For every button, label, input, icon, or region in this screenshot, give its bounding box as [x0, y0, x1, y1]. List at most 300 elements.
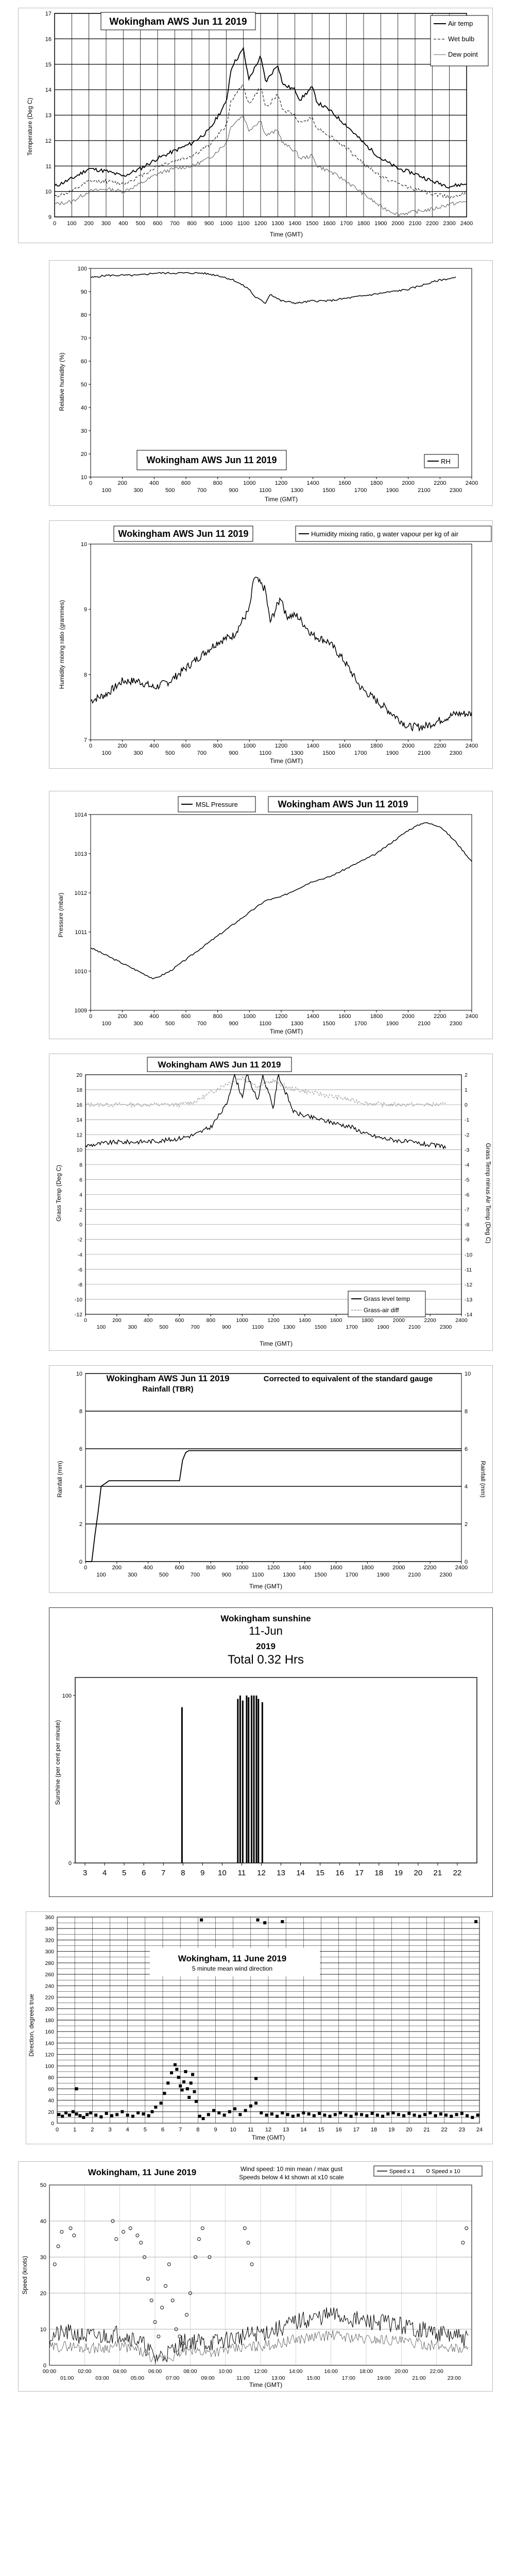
wind-direction-point	[147, 2114, 150, 2117]
series-line	[85, 1451, 461, 1562]
x-tick-label: 3	[108, 2127, 112, 2133]
x-tick-label: 900	[204, 221, 214, 227]
x-tick-label: 14:00	[289, 2368, 303, 2375]
x-tick-label: 700	[170, 221, 180, 227]
wind-direction-point	[195, 2100, 198, 2103]
x-tick-label: 1700	[354, 750, 367, 756]
x-tick-label: 00:00	[42, 2368, 57, 2375]
wind-direction-point	[381, 2115, 384, 2118]
y-tick-label: -6	[77, 1266, 82, 1273]
wind-direction-point	[174, 2063, 177, 2066]
x-tick-label: 11	[248, 2127, 254, 2133]
x-tick-label: 4	[126, 2127, 129, 2133]
y-tick-label: 260	[45, 1972, 54, 1978]
x-tick-label: 15:00	[306, 2375, 320, 2381]
wind-direction-point	[423, 2113, 426, 2116]
x-tick-label: 03:00	[95, 2375, 109, 2381]
wind-direction-point	[355, 2112, 358, 2115]
wind-direction-point	[198, 2115, 201, 2118]
y-tick-label-right: -14	[465, 1312, 473, 1318]
sunshine-bar	[251, 1696, 252, 1863]
sunshine-bar	[246, 1696, 247, 1863]
x-tick-label: 1000	[243, 743, 256, 749]
x-tick-label: 14	[300, 2127, 307, 2133]
wind-direction-point	[186, 2087, 189, 2090]
x-tick-label: 22:00	[430, 2368, 443, 2375]
wind-direction-point	[212, 2109, 215, 2112]
y-tick-label: 40	[48, 2097, 54, 2104]
wind-direction-point	[302, 2111, 305, 2114]
x-tick-label: 2000	[392, 1317, 405, 1324]
wind-direction-point	[142, 2112, 145, 2115]
x-tick-label: 1300	[271, 221, 284, 227]
wind-direction-point	[72, 2110, 75, 2113]
x-tick-label: 13:00	[271, 2375, 285, 2381]
x-tick-label: 1200	[274, 743, 288, 749]
x-tick-label: 5	[143, 2127, 147, 2133]
x-tick-label: 1900	[376, 1572, 390, 1578]
x-tick-label: 900	[229, 750, 238, 756]
wind-direction-point	[78, 2114, 81, 2117]
y-tick-label: 12	[76, 1132, 82, 1139]
rainfall-chart-panel	[49, 1365, 493, 1593]
humidity-chart-panel	[49, 260, 493, 506]
x-tick-label: 1600	[330, 1565, 342, 1571]
wind-direction-point	[471, 2116, 474, 2119]
x-tick-label: 5	[122, 1869, 127, 1877]
chart-title: Wokingham AWS Jun 11 2019	[158, 1060, 281, 1070]
x-tick-label: 2400	[465, 743, 478, 749]
sunshine-bar	[258, 1699, 259, 1863]
x-tick-label: 1900	[377, 1324, 389, 1330]
y-tick-label: 13	[45, 112, 52, 119]
y-tick-label-right: -8	[465, 1222, 470, 1228]
x-tick-label: 1800	[370, 743, 383, 749]
x-tick-label: 04:00	[113, 2368, 127, 2375]
legend-label: Grass level temp	[364, 1295, 410, 1302]
wind-direction-chart-panel	[26, 1911, 493, 2144]
wind-direction-point	[85, 2113, 89, 2116]
wind-direction-point	[244, 2109, 247, 2112]
y-tick-label: 10	[40, 2327, 46, 2333]
x-tick-label: 600	[175, 1317, 184, 1324]
y-axis-label: Relative humidity (%)	[58, 352, 65, 411]
x-tick-label: 200	[117, 743, 127, 749]
wind-direction-point	[256, 1919, 260, 1922]
x-tick-label: 800	[187, 221, 197, 227]
x-tick-label: 24	[476, 2127, 483, 2133]
wind-direction-point	[455, 2113, 458, 2116]
y-tick-label: -4	[77, 1251, 82, 1258]
chart-title: Wokingham AWS Jun 11 2019	[106, 1374, 230, 1383]
x-tick-label: 500	[135, 221, 145, 227]
wind-speed-chart-panel	[18, 2161, 493, 2392]
wind-direction-point	[428, 2111, 432, 2114]
x-tick-label: 2200	[434, 743, 447, 749]
y-tick-label: 8	[79, 1162, 82, 1168]
y-axis-label: Humidity mixing ratio (grammes)	[58, 600, 65, 689]
wind-direction-point	[281, 1920, 284, 1923]
x-tick-label: 100	[101, 487, 112, 494]
speed-x10-point	[164, 2284, 167, 2287]
speed-x10-point	[185, 2313, 188, 2316]
y-tick-label: 15	[45, 61, 52, 68]
y-tick-label: 1013	[74, 851, 87, 857]
x-tick-label: 2200	[426, 221, 439, 227]
wind-direction-point	[64, 2111, 67, 2114]
y-axis-label: Speed (knots)	[21, 2256, 28, 2295]
x-tick-label: 1600	[330, 1317, 342, 1324]
wind-direction-point	[61, 2115, 64, 2118]
wind-direction-point	[89, 2111, 92, 2114]
wind-direction-point	[254, 2102, 258, 2105]
x-tick-label: 1900	[386, 487, 399, 494]
x-tick-label: 300	[133, 1021, 143, 1027]
y-tick-label: 100	[62, 1693, 72, 1699]
x-tick-label: 0	[89, 480, 93, 486]
wind-direction-point	[193, 2090, 196, 2093]
x-tick-label: 18:00	[359, 2368, 373, 2375]
x-tick-label: 700	[197, 487, 207, 494]
wind-direction-point	[350, 2115, 353, 2118]
wind-direction-point	[233, 2107, 236, 2110]
sunshine-bar	[248, 1697, 249, 1863]
y-axis-label: Grass Temp (Deg C)	[55, 1165, 62, 1222]
x-tick-label: 600	[181, 1013, 191, 1020]
wind-direction-point	[136, 2111, 140, 2114]
wind-direction-point	[360, 2113, 363, 2116]
wind-direction-point	[265, 2113, 268, 2116]
x-tick-label: 02:00	[78, 2368, 92, 2375]
y-tick-label: -8	[77, 1281, 82, 1288]
y-tick-label: 10	[80, 474, 87, 481]
y-tick-label: 6	[79, 1446, 82, 1452]
x-tick-label: 2100	[418, 487, 431, 494]
x-tick-label: 19	[388, 2127, 395, 2133]
x-tick-label: 13	[277, 1869, 285, 1877]
y-axis-label: Temperature (Deg C)	[26, 97, 33, 156]
wind-direction-point	[200, 1919, 203, 1922]
y-tick-label: 300	[45, 1948, 54, 1955]
x-tick-label: 400	[118, 221, 128, 227]
x-tick-label: 1100	[251, 1572, 264, 1578]
sunshine-chart-panel	[49, 1607, 493, 1897]
x-tick-label: 1400	[288, 221, 301, 227]
wind-direction-point	[276, 2115, 279, 2118]
y-tick-label: 30	[80, 428, 87, 434]
x-tick-label: 2400	[465, 480, 478, 486]
x-tick-label: 1000	[243, 480, 256, 486]
y-tick-label: 320	[45, 1937, 54, 1944]
y-tick-label: 10	[80, 541, 87, 548]
wind-direction-point	[270, 2112, 273, 2115]
wind-direction-point	[365, 2114, 368, 2117]
x-tick-label: 2300	[439, 1572, 452, 1578]
x-tick-label: 600	[181, 743, 191, 749]
speed-x10-point	[161, 2306, 164, 2309]
x-axis-label: Time (GMT)	[249, 1583, 283, 1590]
y-tick-label: 16	[45, 36, 52, 43]
x-tick-label: 2200	[434, 480, 447, 486]
x-tick-label: 7	[179, 2127, 182, 2133]
x-tick-label: 07:00	[166, 2375, 180, 2381]
y-tick-label: -10	[74, 1296, 82, 1303]
x-tick-label: 1400	[299, 1317, 311, 1324]
y-tick-label: 16	[76, 1102, 82, 1109]
y-tick-label: 6	[79, 1177, 82, 1183]
x-tick-label: 12	[265, 2127, 272, 2133]
x-tick-label: 2100	[418, 1021, 431, 1027]
speed-x10-point	[171, 2299, 174, 2302]
series-line	[85, 1075, 446, 1148]
x-tick-label: 2300	[449, 750, 462, 756]
mixing-ratio-chart-panel	[49, 520, 493, 769]
temperature-chart-panel	[18, 8, 493, 243]
y-tick-label: 0	[79, 1559, 82, 1565]
x-tick-label: 1400	[298, 1565, 312, 1571]
x-tick-label: 1700	[354, 1021, 367, 1027]
x-axis-label: Time (GMT)	[251, 2134, 285, 2141]
y-tick-label: 220	[45, 1994, 54, 2001]
x-tick-label: 1700	[354, 487, 367, 494]
y-tick-label: 40	[80, 405, 87, 411]
x-tick-label: 09:00	[201, 2375, 215, 2381]
wind-direction-point	[474, 1920, 477, 1923]
x-tick-label: 400	[143, 1565, 153, 1571]
x-tick-label: 700	[197, 750, 207, 756]
x-tick-label: 22	[453, 1869, 462, 1877]
x-axis-label: Time (GMT)	[269, 231, 303, 238]
x-tick-label: 8	[181, 1869, 185, 1877]
y-tick-label: 20	[40, 2291, 46, 2297]
wind-direction-point	[334, 2113, 337, 2116]
x-tick-label: 1500	[314, 1572, 327, 1578]
rainfall-chart	[49, 1366, 492, 1592]
sunshine-bar	[253, 1696, 255, 1863]
y-tick-label: 50	[80, 382, 87, 388]
wind-direction-point	[344, 2113, 347, 2116]
wind-direction-point	[407, 2112, 410, 2115]
y-tick-label: 0	[43, 2363, 46, 2369]
x-tick-label: 17:00	[341, 2375, 355, 2381]
y-axis-label: Rainfall (mm)	[56, 1461, 63, 1498]
wind-direction-point	[376, 2113, 379, 2116]
x-tick-label: 200	[112, 1317, 122, 1324]
x-tick-label: 2400	[460, 221, 473, 227]
wind-direction-point	[402, 2114, 405, 2117]
x-tick-label: 2300	[439, 1324, 452, 1330]
wind-direction-point	[187, 2096, 191, 2099]
speed-x10-point	[53, 2263, 56, 2266]
wind-direction-point	[254, 2077, 258, 2080]
x-tick-label: 13	[283, 2127, 289, 2133]
legend-label: Speed x 10	[432, 2168, 460, 2175]
x-tick-label: 20:00	[394, 2368, 408, 2375]
y-tick-label-right: -5	[465, 1177, 470, 1183]
pressure-chart	[49, 791, 492, 1039]
chart-note: Wind speed: 10 min mean / max gust	[240, 2165, 343, 2173]
speed-x10-point	[60, 2230, 63, 2233]
x-tick-label: 7	[161, 1869, 166, 1877]
chart-title: Wokingham AWS Jun 11 2019	[278, 799, 408, 809]
y-tick-label-right: 2	[465, 1072, 468, 1078]
y-tick-label: 1011	[75, 929, 87, 936]
speed-x10-point	[157, 2335, 160, 2338]
wind-direction-point	[386, 2112, 389, 2115]
legend-label: Air temp	[448, 20, 473, 27]
x-tick-label: 2300	[449, 487, 462, 494]
x-tick-label: 1800	[361, 1565, 374, 1571]
x-tick-label: 1200	[267, 1317, 280, 1324]
speed-x10-point	[73, 2234, 76, 2237]
x-axis-label: Time (GMT)	[249, 2381, 283, 2388]
wind-direction-point	[207, 2113, 210, 2116]
chart-note: Corrected to equivalent of the standard gauge	[263, 1375, 433, 1383]
x-tick-label: 2300	[443, 221, 456, 227]
series-line	[91, 823, 472, 979]
x-tick-label: 300	[101, 221, 111, 227]
wind-direction-point	[202, 2117, 205, 2120]
x-tick-label: 1400	[306, 1013, 319, 1020]
wind-direction-point	[110, 2114, 113, 2117]
y-axis-label-right: Rainfall (mm)	[479, 1461, 487, 1498]
wind-direction-point	[281, 2111, 284, 2114]
wind-direction-point	[131, 2115, 134, 2118]
y-tick-label: 160	[45, 2029, 54, 2036]
y-tick-label-right: 2	[465, 1521, 468, 1528]
wind-direction-point	[170, 2071, 173, 2074]
speed-x10-point	[146, 2277, 149, 2280]
series-line	[91, 577, 472, 731]
x-tick-label: 900	[221, 1324, 231, 1330]
wind-direction-point	[291, 2115, 295, 2118]
y-tick-label: 7	[83, 737, 87, 743]
x-tick-label: 800	[213, 1013, 222, 1020]
x-tick-label: 1800	[361, 1317, 374, 1324]
x-tick-label: 700	[197, 1021, 207, 1027]
x-tick-label: 800	[206, 1565, 216, 1571]
x-tick-label: 1300	[290, 1021, 304, 1027]
speed-x10-point	[178, 2335, 181, 2338]
wind-direction-point	[217, 2111, 220, 2114]
wind-direction-point	[339, 2111, 342, 2114]
x-axis-label: Time (GMT)	[269, 757, 303, 765]
sunshine-chart	[49, 1608, 492, 1896]
x-tick-label: 1500	[322, 1021, 335, 1027]
x-tick-label: 1000	[243, 1013, 256, 1020]
wind-direction-point	[223, 2113, 226, 2116]
legend-label: Grass-air diff	[364, 1307, 399, 1314]
x-tick-label: 1500	[305, 221, 319, 227]
y-tick-label: 280	[45, 1960, 54, 1967]
y-tick-label: 120	[45, 2052, 54, 2058]
x-tick-label: 1100	[259, 750, 271, 756]
y-tick-label-right: -1	[465, 1117, 470, 1124]
y-tick-label: 360	[45, 1914, 54, 1921]
x-tick-label: 1900	[386, 1021, 399, 1027]
wind-direction-point	[184, 2070, 187, 2073]
speed-x10-point	[150, 2299, 153, 2302]
x-tick-label: 17	[353, 2127, 359, 2133]
x-tick-label: 1000	[220, 221, 233, 227]
y-tick-label-right: -2	[465, 1132, 470, 1139]
x-tick-label: 100	[96, 1572, 106, 1578]
x-tick-label: 1400	[306, 743, 319, 749]
wind-direction-point	[177, 2076, 180, 2079]
x-tick-label: 2100	[408, 1324, 421, 1330]
chart-note: Speeds below 4 kt shown at x10 scale	[239, 2174, 344, 2181]
wind-direction-point	[228, 2110, 231, 2113]
wind-direction-point	[166, 2081, 169, 2084]
x-tick-label: 11:00	[236, 2375, 250, 2381]
wind-direction-point	[371, 2112, 374, 2115]
wind-direction-point	[439, 2112, 442, 2115]
y-tick-label: 240	[45, 1983, 54, 1990]
plot-frame	[91, 544, 472, 740]
wind-direction-point	[318, 2112, 321, 2115]
y-tick-label-right: -9	[465, 1236, 470, 1243]
speed-x10-point	[115, 2238, 118, 2241]
y-tick-label: 4	[79, 1484, 82, 1490]
y-tick-label-right: 4	[465, 1484, 468, 1490]
y-tick-label: 20	[76, 1072, 82, 1078]
x-tick-label: 1200	[267, 1565, 280, 1571]
x-tick-label: 500	[165, 1021, 175, 1027]
y-tick-label: 14	[45, 87, 52, 94]
series-line	[85, 1077, 446, 1107]
chart-title: Wokingham, 11 June 2019	[178, 1954, 287, 1963]
chart-date: 11-Jun	[249, 1624, 283, 1637]
y-tick-label-right: -6	[465, 1192, 470, 1198]
x-tick-label: 15	[318, 2127, 324, 2133]
x-tick-label: 8	[196, 2127, 200, 2133]
series-line	[91, 272, 456, 303]
x-tick-label: 300	[133, 750, 143, 756]
chart-year: 2019	[256, 1641, 276, 1651]
x-tick-label: 600	[152, 221, 163, 227]
x-tick-label: 0	[83, 1565, 88, 1571]
x-tick-label: 200	[84, 221, 94, 227]
x-tick-label: 14	[296, 1869, 305, 1877]
x-tick-label: 800	[206, 1317, 216, 1324]
speed-x10-point	[461, 2241, 465, 2244]
x-tick-label: 500	[165, 487, 175, 494]
x-tick-label: 0	[84, 1317, 87, 1324]
x-tick-label: 11	[237, 1869, 246, 1877]
x-tick-label: 800	[213, 743, 222, 749]
y-tick-label: 70	[80, 335, 87, 342]
x-tick-label: 16	[335, 1869, 345, 1877]
x-tick-label: 300	[133, 487, 143, 494]
wind-direction-point	[286, 2113, 289, 2116]
legend	[424, 454, 458, 468]
wind-direction-point	[57, 2113, 60, 2116]
wind-direction-point	[444, 2113, 448, 2116]
x-tick-label: 23	[458, 2127, 465, 2133]
x-tick-label: 100	[101, 1021, 112, 1027]
x-tick-label: 500	[159, 1572, 169, 1578]
x-tick-label: 05:00	[130, 2375, 144, 2381]
y-tick-label: 0	[51, 2121, 54, 2127]
wind-direction-point	[121, 2110, 124, 2113]
chart-title: Wokingham AWS Jun 11 2019	[146, 455, 277, 465]
x-tick-label: 12:00	[253, 2368, 268, 2375]
x-tick-label: 1100	[259, 1021, 271, 1027]
x-tick-label: 800	[213, 480, 222, 486]
temperature-chart	[19, 8, 492, 243]
y-tick-label: 80	[48, 2075, 54, 2081]
x-tick-label: 1300	[290, 750, 304, 756]
